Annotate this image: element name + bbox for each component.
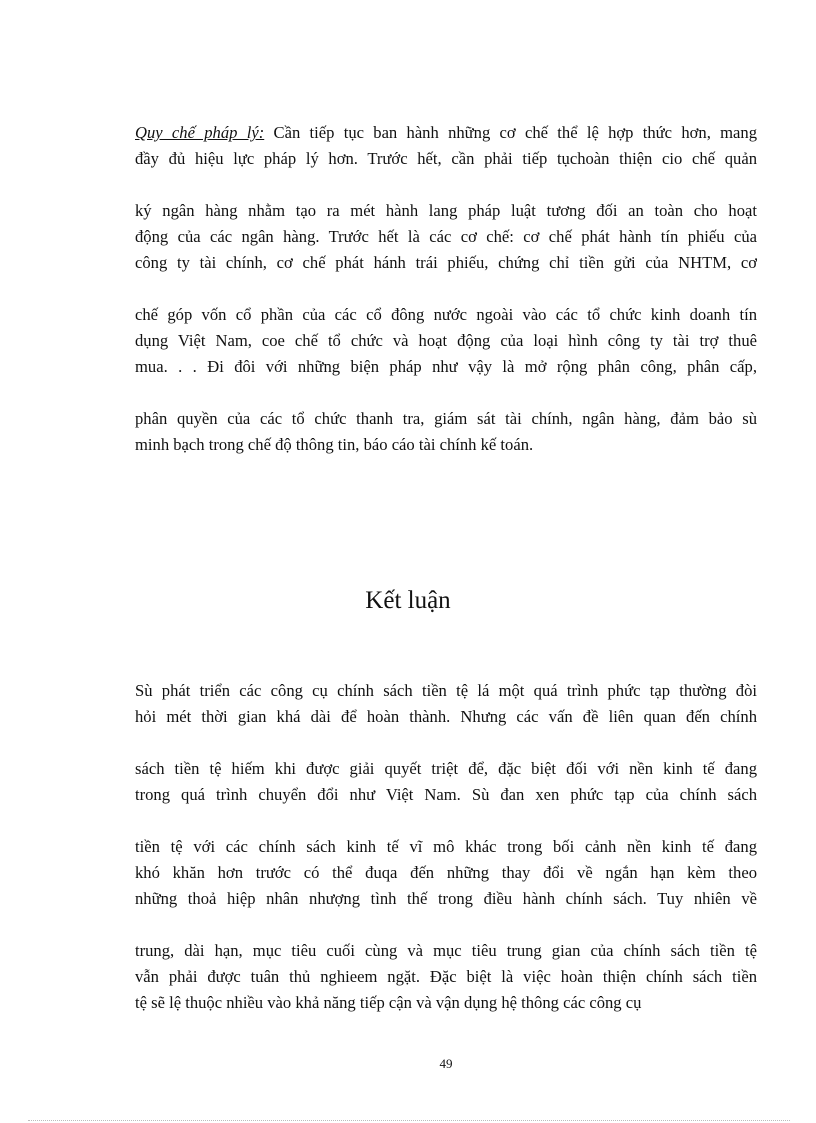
paragraph-line: vẫn phải được tuân thủ nghieem ngặt. Đặc biệt là việc hoàn thiện chính sách tiền	[135, 967, 757, 986]
paragraph-line: Sù phát triển các công cụ chính sách tiền tệ lá một quá trình phức tạp thường đòi	[135, 681, 757, 700]
paragraph-line: chế góp vốn cổ phần của các cổ đông nước ngoài vào các tổ chức kinh doanh tín	[135, 305, 757, 324]
paragraph-line: minh bạch trong chế độ thông tin, báo cáo tài chính kế toán.	[135, 435, 534, 454]
paragraph-line: hỏi mét thời gian khá dài để hoàn thành. Nhưng các vấn đề liên quan đến chính	[135, 707, 757, 726]
paragraph-line: khó khăn hơn trước có thể đuqa đến những thay đổi về ngắn hạn kèm theo	[135, 863, 757, 882]
paragraph-line: đầy đủ hiệu lực pháp lý hơn. Trước hết, cần phải tiếp tụchoàn thiện cio chế quản	[135, 149, 757, 168]
paragraph-line: trong quá trình chuyển đổi như Việt Nam. Sù đan xen phức tạp của chính sách	[135, 785, 757, 804]
section-label: Quy chế pháp lý:	[135, 123, 265, 142]
paragraph-line: sách tiền tệ hiếm khi được giải quyết triệt để, đặc biệt đối với nền kinh tế đang	[135, 759, 757, 778]
paragraph-line: động của các ngân hàng. Trước hết là các cơ chế: cơ chế phát hành tín phiếu của	[135, 227, 757, 246]
section-heading: Kết luận	[365, 587, 451, 614]
line-text: Cần tiếp tục ban hành những cơ chế thể lệ hợp thức hơn, mang	[264, 123, 757, 142]
paragraph-line: mua. . . Đi đôi với những biện pháp như vậy là mở rộng phân công, phân cấp,	[135, 357, 757, 376]
page-number: 49	[439, 1056, 453, 1071]
paragraph-line: tiền tệ với các chính sách kinh tế vĩ mô khác trong bối cảnh nền kinh tế đang	[135, 837, 757, 856]
paragraph-line: dụng Việt Nam, coe chế tổ chức và hoạt động của loại hình công ty tài trợ thuê	[135, 331, 757, 350]
paragraph-line: trung, dài hạn, mục tiêu cuối cùng và mục tiêu trung gian của chính sách tiền tệ	[135, 941, 757, 960]
paragraph-line: những thoả hiệp nhân nhượng tình thế trong điều hành chính sách. Tuy nhiên về	[135, 889, 757, 908]
paragraph-line: ký ngân hàng nhằm tạo ra mét hành lang pháp luật tương đối an toàn cho hoạt	[135, 201, 757, 220]
footer-divider	[28, 1120, 790, 1121]
paragraph-line: phân quyền của các tổ chức thanh tra, giám sát tài chính, ngân hàng, đảm bảo sù	[135, 409, 757, 428]
paragraph-line	[135, 123, 757, 143]
paragraph-line: công ty tài chính, cơ chế phát hánh trái phiếu, chứng chỉ tiền gửi của NHTM, cơ	[135, 253, 757, 272]
paragraph-line: tệ sẽ lệ thuộc nhiều vào khả năng tiếp cận và vận dụng hệ thông các công cụ	[135, 993, 642, 1012]
